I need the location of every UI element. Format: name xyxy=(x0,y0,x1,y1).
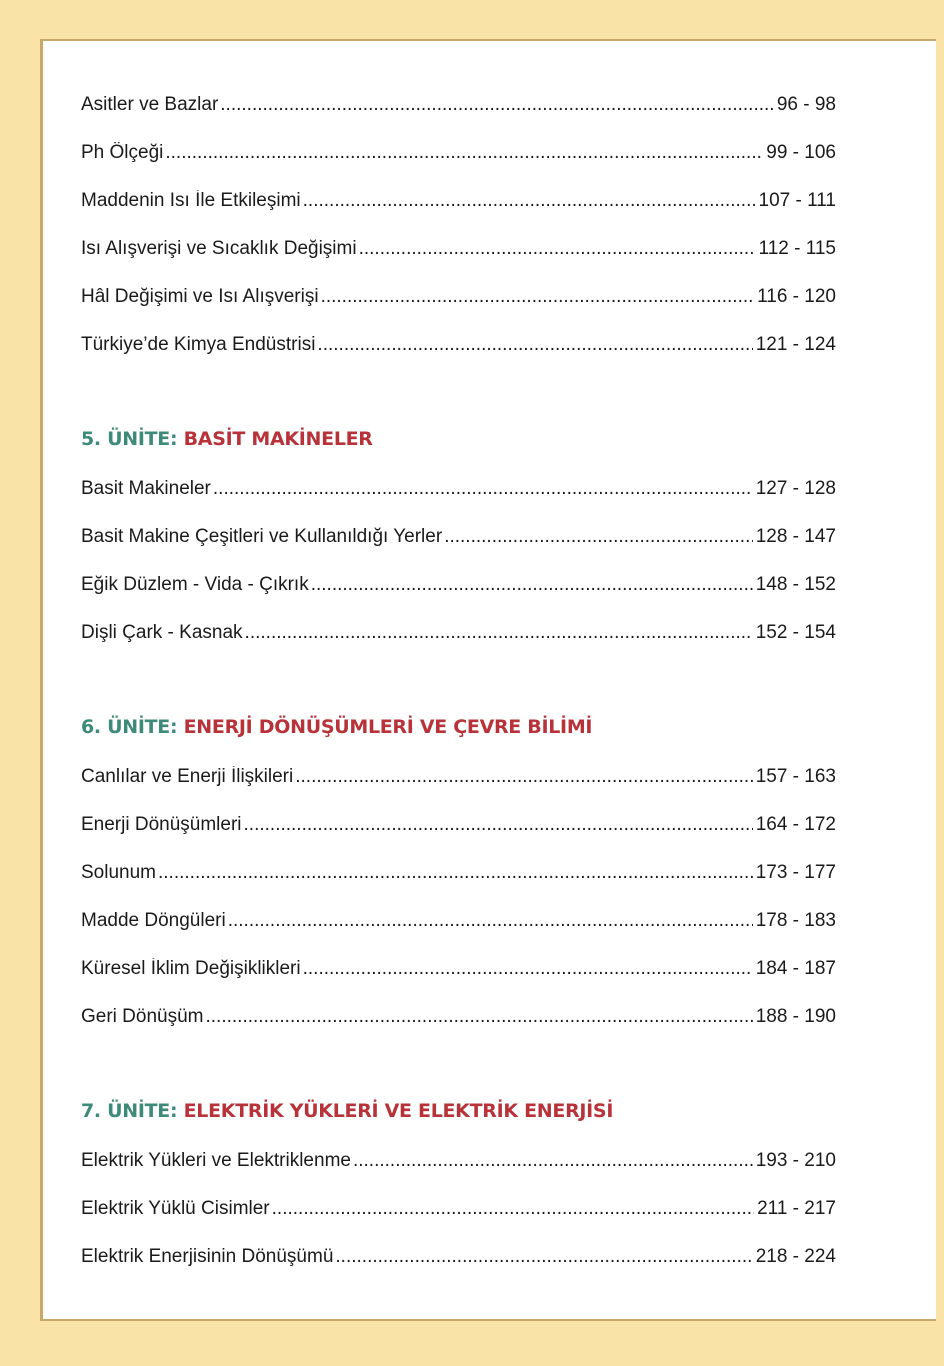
toc-entry-pages: 184 - 187 xyxy=(755,958,836,979)
unit-name: BASİT MAKİNELER xyxy=(183,428,373,450)
page-sheet xyxy=(40,39,936,1321)
dot-leader xyxy=(244,814,753,836)
dot-leader xyxy=(311,574,753,596)
toc-entry-title: Hâl Değişimi ve Isı Alışverişi xyxy=(81,286,319,307)
toc-entry-title: Geri Dönüşüm xyxy=(81,1006,204,1027)
toc-entry[interactable] xyxy=(81,1006,836,1030)
toc-entry-pages: 96 - 98 xyxy=(776,94,836,115)
toc-entry-title: Basit Makine Çeşitleri ve Kullanıldığı Yerler xyxy=(81,526,443,547)
toc-entry[interactable] xyxy=(81,526,836,550)
dot-leader xyxy=(444,526,753,548)
toc-entry[interactable] xyxy=(81,814,836,838)
dot-leader xyxy=(206,1006,753,1028)
dot-leader xyxy=(272,1198,754,1220)
toc-entry-title: Dişli Çark - Kasnak xyxy=(81,622,243,643)
toc-entry-pages: 211 - 217 xyxy=(757,1198,836,1219)
dot-leader xyxy=(321,286,755,308)
toc-entry-pages: 178 - 183 xyxy=(755,910,836,931)
unit-label: 7. ÜNİTE: xyxy=(81,1100,178,1122)
toc-entry-pages: 148 - 152 xyxy=(755,574,836,595)
toc-entry-pages: 152 - 154 xyxy=(755,622,836,643)
toc-entry-pages: 127 - 128 xyxy=(755,478,836,499)
toc-entry-title: Küresel İklim Değişiklikleri xyxy=(81,958,301,979)
dot-leader xyxy=(295,766,752,788)
toc-entry-title: Eğik Düzlem - Vida - Çıkrık xyxy=(81,574,309,595)
toc-entry-pages: 99 - 106 xyxy=(766,142,836,163)
toc-entry[interactable] xyxy=(81,958,836,982)
toc-entry[interactable] xyxy=(81,238,836,262)
toc-entry[interactable] xyxy=(81,910,836,934)
toc-entry-pages: 173 - 177 xyxy=(755,862,836,883)
dot-leader xyxy=(245,622,753,644)
toc-entry-pages: 107 - 111 xyxy=(758,190,836,211)
toc-entry-title: Türkiye’de Kimya Endüstrisi xyxy=(81,334,316,355)
dot-leader xyxy=(220,94,774,116)
toc-entry-title: Elektrik Yüklü Cisimler xyxy=(81,1198,270,1219)
toc-entry-title: Enerji Dönüşümleri xyxy=(81,814,242,835)
dot-leader xyxy=(228,910,753,932)
toc-entry[interactable] xyxy=(81,1246,836,1270)
unit-name: ENERJİ DÖNÜŞÜMLERİ VE ÇEVRE BİLİMİ xyxy=(183,716,593,738)
dot-leader xyxy=(317,334,752,356)
toc-entry[interactable] xyxy=(81,862,836,886)
toc-entry[interactable] xyxy=(81,622,836,646)
toc-entry-pages: 116 - 120 xyxy=(757,286,836,307)
toc-entry[interactable] xyxy=(81,190,836,214)
toc-entry[interactable] xyxy=(81,142,836,166)
toc-entry-pages: 128 - 147 xyxy=(755,526,836,547)
toc-entry[interactable] xyxy=(81,334,836,358)
dot-leader xyxy=(353,1150,753,1172)
dot-leader xyxy=(359,238,756,260)
toc-entry-pages: 121 - 124 xyxy=(755,334,836,355)
toc-entry[interactable] xyxy=(81,766,836,790)
toc-entry-title: Basit Makineler xyxy=(81,478,211,499)
unit-heading xyxy=(81,716,592,744)
toc-entry[interactable] xyxy=(81,478,836,502)
dot-leader xyxy=(213,478,753,500)
toc-entry-title: Elektrik Yükleri ve Elektriklenme xyxy=(81,1150,351,1171)
toc-entry-title: Canlılar ve Enerji İlişkileri xyxy=(81,766,294,787)
toc-entry-pages: 193 - 210 xyxy=(755,1150,836,1171)
unit-heading xyxy=(81,1100,613,1128)
toc-entry[interactable] xyxy=(81,1150,836,1174)
toc-entry-title: Solunum xyxy=(81,862,156,883)
toc-entry-pages: 164 - 172 xyxy=(755,814,836,835)
dot-leader xyxy=(158,862,753,884)
toc-entry-title: Ph Ölçeği xyxy=(81,142,164,163)
toc-entry-pages: 157 - 163 xyxy=(755,766,836,787)
toc-entry-pages: 218 - 224 xyxy=(755,1246,836,1267)
toc-entry-title: Madde Döngüleri xyxy=(81,910,226,931)
dot-leader xyxy=(165,142,763,164)
toc-entry[interactable] xyxy=(81,574,836,598)
toc-entry[interactable] xyxy=(81,286,836,310)
dot-leader xyxy=(335,1246,752,1268)
toc-entry-title: Elektrik Enerjisinin Dönüşümü xyxy=(81,1246,334,1267)
dot-leader xyxy=(303,190,756,212)
dot-leader xyxy=(303,958,753,980)
toc-entry[interactable] xyxy=(81,94,836,118)
toc-entry-pages: 188 - 190 xyxy=(755,1006,836,1027)
unit-heading xyxy=(81,428,373,456)
toc-entry-title: Asitler ve Bazlar xyxy=(81,94,219,115)
toc-entry-pages: 112 - 115 xyxy=(758,238,836,259)
toc-entry-title: Isı Alışverişi ve Sıcaklık Değişimi xyxy=(81,238,357,259)
unit-name: ELEKTRİK YÜKLERİ VE ELEKTRİK ENERJİSİ xyxy=(183,1100,614,1122)
unit-label: 6. ÜNİTE: xyxy=(81,716,178,738)
toc-entry-title: Maddenin Isı İle Etkileşimi xyxy=(81,190,301,211)
toc-entry[interactable] xyxy=(81,1198,836,1222)
unit-label: 5. ÜNİTE: xyxy=(81,428,178,450)
